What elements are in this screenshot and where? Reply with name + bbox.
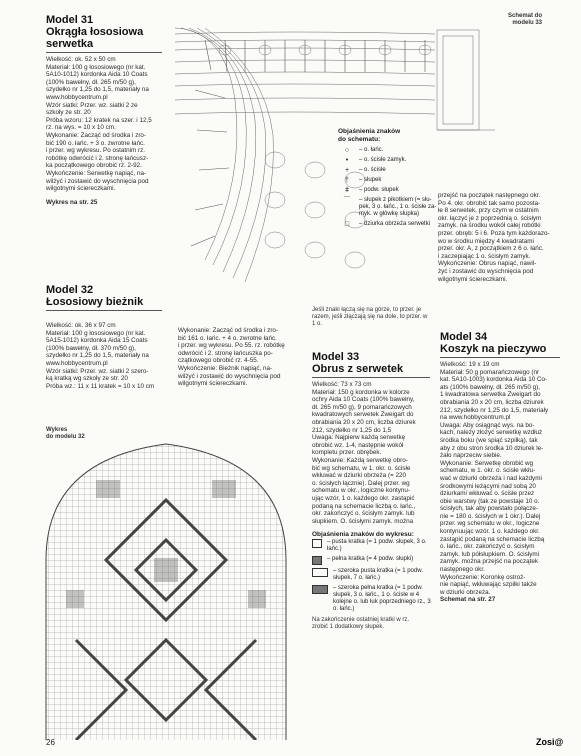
text-line: podaną na schemacie liczbą o. łańc., (312, 502, 416, 510)
text-line: ując wzór, 1 o. każdego okr. zastąpić (312, 494, 415, 502)
legend-item (338, 197, 438, 218)
text-line: obie warstwy (tak ze powstaje 10 o. (440, 497, 540, 505)
text-line: w dziurki obrzeża. (440, 588, 491, 596)
model32-chart-label-1: Wykres (46, 427, 68, 433)
schemat33-line2: modelu 33 (512, 20, 543, 27)
filet-legend-text: – szeroka pusta kratka (= 1 podw. słupek, 7 o. łańc.) (333, 568, 423, 582)
model33-legend (312, 539, 432, 613)
text-line: zamyk. na środku wokół całej robótki (438, 222, 541, 230)
model31-title-1: Okrągła łososiowa (46, 26, 144, 38)
legend33-items (338, 147, 438, 228)
text-line: (100% bawełny, dł. 370 m/50 g), (46, 344, 136, 352)
schemat33-line1: Schemat do (508, 13, 543, 19)
text-line: schematu, w 1. okr. o. ścisłe wkłu- (440, 467, 536, 475)
legend33-title-2: do schematu: (338, 136, 381, 143)
model33-title: Obrus z serwetek (312, 363, 404, 375)
text-line: bić 190 o. łańc. + 3 o. zwrotne łańc. (46, 139, 145, 147)
model32-text-1 (46, 322, 168, 390)
filet-legend-text: – pełna kratka (= 4 podw. słupki) (327, 556, 414, 563)
text-line: Wzór siatki: Przer. wz. siatki 2 ze (46, 101, 138, 109)
text-line: żyć i zostawić do wyschnięcia pod (438, 267, 534, 275)
text-line: okr. zakończyć o. ścisłym zamyk. lub (312, 510, 415, 518)
legend33-title-1: Objaśnienia znaków (338, 128, 401, 135)
text-line: Wielkość: ok. 36 x 97 cm (46, 322, 116, 329)
text-line: wilgotnymi ściereczkami. (46, 185, 116, 193)
text-line: o. ścisłych łącznie). Dalej przer. wg (312, 479, 410, 487)
text-line: wilgotnymi ściereczkami. (438, 275, 508, 283)
text-line: czątkowego obrobić rz. 4-55. (178, 357, 259, 365)
text-line: www.hobbycentrum.pl (46, 359, 108, 367)
text-line: kontynuując wzór. 1 o. każdego okr. (440, 528, 540, 536)
text-line: Wykonanie: Serwetkę obrobić wg (440, 459, 534, 467)
text-line: Po 4. okr. obrobić tak samo pozosta- (438, 199, 541, 207)
text-line: Uwaga: Aby osiągnąć wys. na bo- (440, 421, 535, 429)
text-line: obrobić wz. 1-4, następnie wokół (312, 441, 404, 449)
model32-heading: Model 32 (46, 284, 94, 296)
text-line: o. łańc., okr. zakończyć o. ścisłym (440, 543, 535, 551)
text-line: odwrócić i 2. stronę łańcuszka po- (178, 349, 273, 357)
legend-item-text: – o. łańc. (359, 147, 384, 153)
stitch-symbol-icon: ⌒ (343, 197, 351, 204)
text-line: zamyk. lub półsłupkiem. O. ścisłymi (440, 550, 540, 558)
filet-legend-item (312, 539, 432, 553)
legend-item-text: – o. ścisłe (359, 167, 386, 173)
legend-item-text: – dziurka obrzeża serwetki (359, 221, 431, 227)
text-line: rz. na wys. = 10 x 10 cm. (46, 124, 116, 132)
model32-rule (46, 310, 162, 311)
text-line: 5A15-1012) kordonka Aida 15 Coats (46, 337, 148, 345)
text-line: wkłuwać w dziurki obrzeża (= 220 (312, 472, 406, 480)
filet-legend-text: – szeroka pełna kratka (= 1 podw. słupek, 3 o. łańc., 1 o. ścisłe w 4 kolejne o. lub łuk poprzedniego rz., 3 o. łańc.) (333, 585, 431, 613)
filet-wide-filled-icon (312, 585, 328, 594)
model33-heading: Model 33 (312, 351, 360, 363)
text-line: kompletu przer. obrębek. (312, 449, 382, 457)
text-line: Wzór siatki: Przer. wz. siatki 2 szero- (46, 367, 149, 375)
text-line: przer. okr. A, z początkiem z 6 o. łańc. (438, 245, 544, 253)
text-line: 5A10-1012) kordonka Aida 10 Coats (46, 71, 148, 79)
text-line: kwadratowych serwetek Zweigart do (312, 411, 414, 419)
text-line: 212, szydełko nr 1,25 do 1,5, materiały (440, 406, 549, 414)
model31-ref: Wykres na str. 25 (46, 198, 98, 206)
text-line: przer. wg schematu w okr., logiczne (440, 520, 540, 528)
text-line: wo w środku między 4 kwadratami (438, 237, 534, 245)
text-line: następnego okr. (440, 566, 485, 574)
text-line: kach, należy złożyć serwetkę wzdłuż (440, 429, 543, 437)
text-line: bić 161 o. łańc. + 4 o. zwrotne łańc. (178, 334, 277, 342)
text-line: ats (100% bawełny, dł. 265 m/50 g), (440, 383, 540, 391)
model31-title-2: serwetka (46, 38, 94, 50)
text-line: dziurkami wkłuwać o. ścisłe przez (440, 490, 535, 498)
text-line: Wykonanie: Zacząć od środka i zro- (46, 131, 147, 139)
text-line: ką kratką wg szkoły ze str. 20 (46, 375, 128, 383)
text-line: słupkiem. O. ścisłymi zamyk. można (312, 517, 414, 525)
text-line: i przer. wg wykresu. Po 55. rz. robótkę (178, 342, 285, 350)
model34-rule (440, 357, 560, 358)
stitch-symbol-icon: □ (344, 221, 350, 228)
model32-block (46, 284, 296, 314)
text-line: Wykonanie: Zacząć od środka i zro- (178, 327, 279, 334)
text-line: ochry Aida 10 Coats (100% bawełny, (312, 396, 415, 404)
text-line: wilżyć i zostawić do wyschnięcia pod (46, 177, 149, 185)
model33-rule (312, 377, 430, 378)
filet-legend-item (312, 556, 432, 565)
text-line: zastąpić podaną na schemacie liczbą (440, 535, 545, 543)
text-line: łe 8 serwetek, przy czym w ostatnim (438, 207, 539, 215)
filet-empty-icon (312, 539, 322, 548)
filet-chart-32 (36, 440, 296, 740)
column-mid-text (438, 192, 564, 283)
text-line: zrobić 1 dodatkowy słupek. (312, 624, 385, 631)
model32-text-2 (178, 327, 302, 388)
text-line: Materiał: 150 g kordonka w kolorze (312, 388, 410, 396)
stitch-symbol-icon: ○ (344, 147, 350, 154)
text-line: Wykończenie: Koronkę ostroż- (440, 573, 526, 581)
model34-block (440, 331, 564, 604)
text-line: aby z obu stron środka 10 dziurek le- (440, 444, 544, 452)
text-line: 212, szydełko nr 1,25 do 1,5 (312, 426, 392, 434)
text-line: środka boku (we spiąć szpilką), tak (440, 436, 538, 444)
model33-block (312, 351, 432, 632)
signature: Zosi@ (536, 737, 564, 747)
model33-legend-title: Objaśnienia znaków do wykresu: (312, 531, 414, 539)
model31-block (46, 14, 164, 206)
text-line: robótkę odwrócić i 2. stronę łańcusz- (46, 154, 149, 162)
legend-item (338, 157, 438, 164)
text-line: przejść na początek następnego okr. (438, 192, 541, 199)
model34-ref: Schemat na str. 27 (440, 596, 496, 604)
text-line: Wykończenie: Serwetkę napiąć, na- (46, 169, 147, 177)
text-line: ścisłych, tak aby powstało połącze- (440, 505, 538, 513)
text-line: okr. łączyć je z poprzednią o. ścisłym (438, 214, 542, 222)
text-line: kat. 5A10-1003) kordonka Aida 10 Co- (440, 376, 548, 384)
text-line: Wykonanie: Każdą serwetkę obro- (312, 456, 408, 464)
text-line: na www.hobbycentrum.pl (440, 414, 511, 422)
filet-filled-icon (312, 556, 322, 565)
text-line: żało naprzeciw siebie. (440, 452, 502, 460)
text-line: ka początkowego obrobić rz. 2-92. (46, 162, 142, 170)
model33-footer (312, 617, 432, 631)
text-line: Wielkość: ok. 52 x 50 cm (46, 56, 116, 63)
text-line: szydełko nr 1,25 do 1,5, materiały na (46, 86, 149, 94)
text-line: i przer. wg wykresu. Po ostatnim rz. (46, 147, 146, 155)
text-line: Wielkość: 19 x 19 cm (440, 361, 500, 368)
text-line: Wykończenie: Bieżnik napiąć, na- (178, 364, 273, 372)
text-line: Materiał: 50 g pomarańczowego (nr (440, 368, 540, 376)
model32-chart-label-2: do modelu 32 (46, 434, 85, 441)
legend33 (338, 128, 438, 231)
stitch-symbol-icon: + (344, 167, 350, 174)
text-line: schematu w okr., logiczne kontynu- (312, 487, 410, 495)
text-line: Uwaga: Najpierw każdą serwetkę (312, 434, 406, 442)
text-line: Próba wz.: 11 x 11 kratek = 10 x 10 cm (46, 382, 155, 390)
text-line: szkoły ze str. 20 (46, 109, 91, 117)
text-line: dł. 265 m/50 g), 9 pomarańczowych (312, 403, 412, 411)
model34-heading: Model 34 (440, 331, 488, 343)
filet-wide-empty-icon (312, 568, 328, 577)
legend-item-text: – słupek (359, 177, 382, 183)
text-line: Materiał: 100 g łososiowego (nr kat. (46, 329, 146, 337)
text-line: wilżyć i zostawić do wyschnięcia pod (178, 372, 281, 380)
legend-item (338, 167, 438, 174)
legend-item (338, 177, 438, 184)
text-line: nie napiąć, wkłuwając szpilki także (440, 581, 537, 589)
text-line: środkowymi leżącymi nad sobą 20 (440, 482, 536, 490)
text-line: Wykończenie: Obrus napiąć, nawil- (438, 260, 537, 268)
text-line: przer. obręb: 5 i 6. Poza tym każdorazo- (438, 229, 550, 237)
text-line: Wielkość: 73 x 73 cm (312, 381, 372, 388)
stitch-symbol-icon: • (345, 157, 349, 164)
text-line: wać w dziurki obrzeża i nad każdymi (440, 474, 542, 482)
page-number: 26 (46, 738, 55, 747)
filet-legend-text: – pusta kratka (= 1 podw. słupek, 3 o. łańc.) (327, 539, 427, 553)
text-line: Materiał: 100 g łososiowego (nr kat. (46, 63, 146, 71)
legend-item (338, 187, 438, 194)
filet-legend-item (312, 568, 432, 582)
text-line: i zaczepiając 1 o. ścisłym zamyk. (438, 252, 531, 260)
legend-item (338, 221, 438, 228)
legend-item-text: – słupek z pikotkiem (= słu- pek, 3 o. łańc., 1 o. ścisłe za- myk. w główkę słupka) (359, 197, 437, 217)
text-line: bić wg schematu, w 1. okr. o. ścisłe (312, 464, 411, 472)
model34-text (440, 361, 564, 596)
text-line: szydełko nr 1,25 do 1,5, materiały na (46, 352, 149, 360)
text-line: obrabiania 20 x 20 cm, liczba dziurek (440, 398, 544, 406)
model31-text (46, 56, 164, 193)
text-line: zamyk. można przejść na początek (440, 558, 538, 566)
text-line: obrabiania 20 x 20 cm, liczba dziurek (312, 418, 416, 426)
text-line: www.hobbycentrum.pl (46, 93, 108, 101)
text-line: nie = 180 o. ścisłych w 1 okr.). Dalej (440, 512, 541, 520)
legend-item-text: – podw. słupek (359, 187, 399, 193)
model32-title: Łososiowy bieżnik (46, 296, 144, 308)
stitch-symbol-icon: † (345, 177, 349, 184)
model31-heading: Model 31 (46, 14, 94, 26)
text-line: (100% bawełny, dł. 265 m/50 g), (46, 78, 136, 86)
stitch-symbol-icon: ǂ (344, 187, 350, 194)
model31-rule (46, 52, 162, 53)
text-line: Próba wzoru: 12 kratek na szer. i 12,5 (46, 116, 152, 124)
text-line: 1 kwadratowa serwetka Zweigart do (440, 391, 541, 399)
legend33-note: Jeśli znaki łączą się na górze, to przer. je razem, jeśli złączają się na dole, to przer. w 1 o. (312, 307, 428, 328)
legend-item-text: – o. ścisłe zamyk. (359, 157, 407, 163)
model34-title: Koszyk na pieczywo (440, 343, 547, 355)
legend-item (338, 147, 438, 154)
filet-legend-item (312, 585, 432, 613)
model33-text (312, 381, 432, 525)
text-line: wilgotnymi ściereczkami. (178, 380, 248, 388)
text-line: Na zakończenie ostatniej kratki w rz. (312, 617, 410, 624)
